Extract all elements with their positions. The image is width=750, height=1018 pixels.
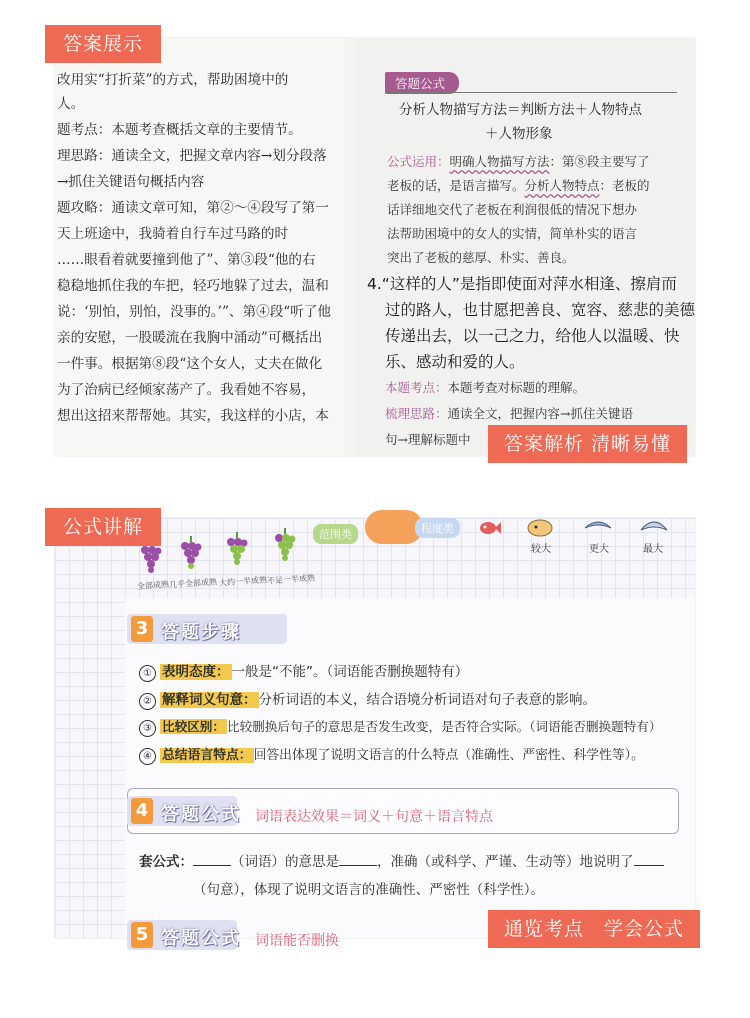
text-line: 题攻略：通读文章可知，第②～④段写了第一 xyxy=(57,200,329,216)
text-line: 为了治病已经倾家荡产了。我看她不容易， xyxy=(57,382,316,398)
apply-formula-b: ，准确（或科学、严谨、生动等）地说明了 xyxy=(377,854,634,870)
step-number: ④ xyxy=(139,748,156,765)
formula-explain-tag: 公式讲解 xyxy=(45,508,161,546)
section-5-title: 答题公式 xyxy=(161,928,241,949)
blank xyxy=(634,865,664,866)
step-text: 分析词语的本义，结合语境分析词语对句子表意的影响。 xyxy=(258,692,596,708)
text-line: 改用实“打折菜”的方式，帮助困境中的 xyxy=(57,72,289,88)
apply-formula-line xyxy=(139,850,664,870)
answer-line: 过的路人，也甘愿把善良、宽容、慈悲的美德 xyxy=(385,301,696,319)
step-number: ② xyxy=(139,693,156,710)
answer-page-photo xyxy=(55,38,695,456)
formula-label: 答题公式 xyxy=(385,72,459,94)
text-line: 说：‘别怕，别怕，没事的。’”、第④段“听了他 xyxy=(57,304,332,320)
step-key: 解释词义句意： xyxy=(162,692,257,708)
apply-formula-line-2: （句意），体现了说明文语言的准确性、严密性（科学性）。 xyxy=(193,882,544,898)
formula-line-1: 分析人物描写方法＝判断方法＋人物特点 xyxy=(399,102,642,118)
level-label: 更大 xyxy=(589,544,609,555)
apply-formula-a: （词语）的意思是 xyxy=(231,854,339,870)
step-number: ③ xyxy=(139,720,156,737)
text-line: 天上班途中，我骑着自行车过马路的时 xyxy=(57,226,289,242)
category-badge: 程度类 xyxy=(415,518,460,538)
section-4-number: 4 xyxy=(131,798,153,824)
step-text: 比较删换后句子的意思是否发生改变，是否符合实际。（词语能否删换题特有） xyxy=(226,719,662,734)
usage-line-1 xyxy=(387,152,650,170)
section-3-number: 3 xyxy=(131,616,153,642)
grape-label: 大约一半成熟 xyxy=(218,575,268,588)
section-5-number: 5 xyxy=(131,922,153,948)
step-text: 一般是“不能”。（词语能否删换题特有） xyxy=(231,664,469,680)
usage-line-3: 话详细地交代了老板在利润很低的情况下想办 xyxy=(387,202,638,217)
step-key: 比较区别： xyxy=(162,719,225,734)
text-line: ……眼看着就要撞到他了”、第③段“他的右 xyxy=(57,252,316,268)
section-4-title: 答题公式 xyxy=(161,804,241,825)
blank xyxy=(339,865,377,866)
bird-icon xyxy=(583,518,613,536)
grape-label: 几乎全部成熟 xyxy=(168,577,218,590)
formula-line-2: ＋人物形象 xyxy=(485,126,553,142)
grape-icon xyxy=(179,536,203,570)
step-key: 总结语言特点： xyxy=(162,748,252,763)
usage-line-5: 突出了老板的慈厚、朴实、善良。 xyxy=(387,250,575,265)
text-line: 亲的安慰，一股暖流在我胸中涌动”可概括出 xyxy=(57,330,323,346)
level-label: 最大 xyxy=(643,544,663,555)
answer-caption: 答案解析 清晰易懂 xyxy=(488,425,687,463)
usage-text-1: ：第⑧段主要写了 xyxy=(549,154,650,169)
divider xyxy=(385,92,677,93)
formula-text: 词语表达效果＝词义＋句意＋语言特点 xyxy=(255,809,493,825)
step-text: 回答出体现了说明文语言的什么特点（准确性、严密性、科学性等）。 xyxy=(253,748,644,763)
formula-caption: 通览考点 学会公式 xyxy=(488,910,700,948)
fish-icon xyxy=(479,520,501,536)
silu-text: 通读全文，把握内容→抓住关键语 xyxy=(447,406,633,421)
step-row xyxy=(139,744,644,765)
text-line: 想出这招来帮帮她。其实，我这样的小店，本 xyxy=(57,408,329,424)
grape-label: 不足一半成熟 xyxy=(266,573,316,586)
step-row xyxy=(139,660,468,682)
section-3-title: 答题步骤 xyxy=(161,622,241,643)
text-line: 一件事。根据第⑧段“这个女人，丈夫在做化 xyxy=(57,356,323,372)
formula-page-photo xyxy=(55,518,695,949)
kaodian-label: 本题考点： xyxy=(385,380,448,395)
category-badge: 范围类 xyxy=(313,524,358,544)
text-line: 理思路：通读全文，把握文章内容→划分段落 xyxy=(57,148,327,164)
right-page xyxy=(355,38,695,456)
blank xyxy=(193,865,231,866)
grape-icon xyxy=(273,528,297,562)
answer-line: 乐、感动和爱的人。 xyxy=(385,353,525,371)
usage-line-4: 法帮助困境中的女人的实情，简单朴实的语言 xyxy=(387,226,638,241)
silu-line xyxy=(385,404,633,422)
answer-line: 4.“这样的人”是指即使面对萍水相逢、擦肩而 xyxy=(367,275,677,293)
left-page xyxy=(55,38,345,456)
answer-display-tag: 答案展示 xyxy=(45,25,161,63)
apply-formula-label: 套公式： xyxy=(139,854,193,870)
grape-icon xyxy=(225,532,249,566)
text-line: 稳稳地抓住我的车把，轻巧地躲了过去，温和 xyxy=(57,278,329,294)
text-line: 题考点：本题考查概括文章的主要情节。 xyxy=(57,122,302,138)
answer-line: 传递出去，以一己之力，给他人以温暖、快 xyxy=(385,327,680,345)
section-5-partial-text: 词语能否删换 xyxy=(255,933,339,949)
animal-icon xyxy=(525,518,555,538)
kaodian-text: 本题考查对标题的理解。 xyxy=(447,380,586,395)
text-line: 人。 xyxy=(57,96,85,112)
step-number: ① xyxy=(139,665,156,682)
step-key: 表明态度： xyxy=(162,664,230,680)
kaodian-line xyxy=(385,378,585,396)
usage-text-2: 老板的话，是语言描写。 xyxy=(387,178,525,193)
usage-key-2: 分析人物特点 xyxy=(524,178,600,193)
level-label: 较大 xyxy=(531,544,551,555)
usage-line-2 xyxy=(387,176,650,194)
usage-key-1: 明确人物描写方法 xyxy=(449,154,550,169)
step-row xyxy=(139,716,661,737)
silu-line-2: 句→理解标题中 xyxy=(385,432,471,447)
usage-label: 公式运用： xyxy=(387,154,450,169)
text-line: →抓住关键语句概括内容 xyxy=(57,174,205,190)
bird-icon xyxy=(639,518,669,538)
usage-text-2b: ：老板的 xyxy=(599,178,650,193)
grape-label: 全部成熟 xyxy=(136,579,170,592)
step-row xyxy=(139,688,596,710)
silu-label: 梳理思路： xyxy=(385,406,448,421)
